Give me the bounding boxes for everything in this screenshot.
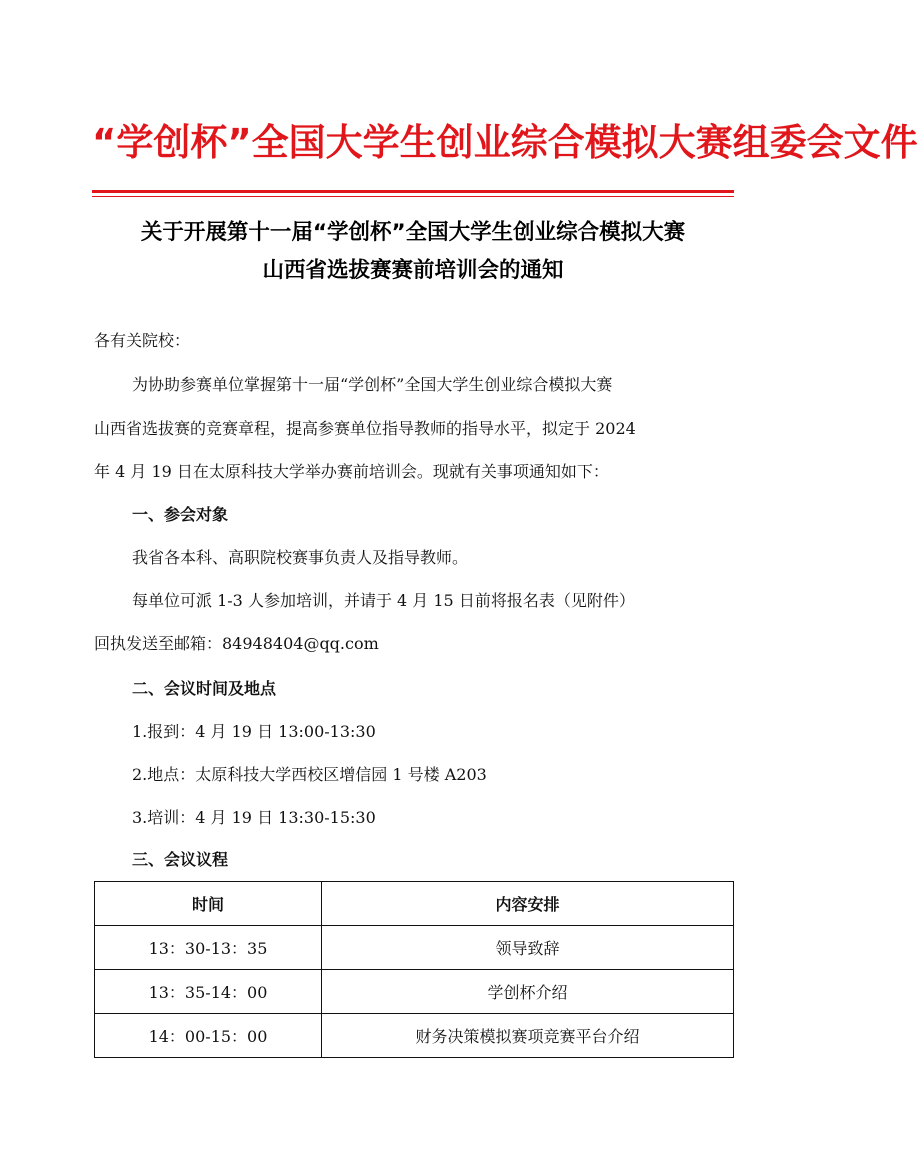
notice-title-line-2: 山西省选拔赛赛前培训会的通知 bbox=[262, 258, 564, 283]
agenda-table-header-row bbox=[95, 882, 734, 926]
agenda-cell-content: 学创杯介绍 bbox=[322, 970, 734, 1014]
agenda-cell-content: 财务决策模拟赛项竞赛平台介绍 bbox=[322, 1014, 734, 1058]
section-1-heading: 一、参会对象 bbox=[132, 505, 229, 524]
agenda-cell-time: 14：00-15：00 bbox=[95, 1014, 322, 1058]
section-2-item-training: 3.培训：4 月 19 日 13:30-15:30 bbox=[132, 808, 376, 827]
intro-line-3: 年 4 月 19 日在太原科技大学举办赛前培训会。现就有关事项通知如下： bbox=[94, 462, 609, 481]
table-row bbox=[95, 926, 734, 970]
agenda-header-content: 内容安排 bbox=[322, 882, 734, 926]
agenda-cell-content: 领导致辞 bbox=[322, 926, 734, 970]
notice-title bbox=[92, 214, 734, 290]
table-row bbox=[95, 1014, 734, 1058]
agenda-cell-time: 13：35-14：00 bbox=[95, 970, 322, 1014]
header-red-rule-thick bbox=[92, 190, 734, 193]
agenda-header-time: 时间 bbox=[95, 882, 322, 926]
document-header-title: “学创杯”全国大学生创业综合模拟大赛组委会文件 bbox=[92, 121, 918, 164]
salutation: 各有关院校： bbox=[94, 331, 191, 350]
section-1-line-2: 每单位可派 1-3 人参加培训，并请于 4 月 15 日前将报名表（见附件） bbox=[132, 591, 635, 610]
section-2-item-checkin: 1.报到：4 月 19 日 13:00-13:30 bbox=[132, 722, 376, 741]
notice-title-line-1: 关于开展第十一届“学创杯”全国大学生创业综合模拟大赛 bbox=[140, 220, 686, 245]
section-2-heading: 二、会议时间及地点 bbox=[132, 679, 277, 698]
section-1-line-1: 我省各本科、高职院校赛事负责人及指导教师。 bbox=[132, 548, 469, 567]
section-2-item-location: 2.地点：太原科技大学西校区增信园 1 号楼 A203 bbox=[132, 765, 487, 784]
section-1-line-3-email: 回执发送至邮箱：84948404@qq.com bbox=[94, 634, 379, 653]
header-red-rule-thin bbox=[92, 196, 734, 197]
intro-line-1: 为协助参赛单位掌握第十一届“学创杯”全国大学生创业综合模拟大赛 bbox=[132, 375, 613, 394]
section-3-heading: 三、会议议程 bbox=[132, 850, 229, 869]
agenda-table bbox=[94, 881, 734, 1058]
table-row bbox=[95, 970, 734, 1014]
intro-line-2: 山西省选拔赛的竞赛章程，提高参赛单位指导教师的指导水平，拟定于 2024 bbox=[94, 419, 636, 438]
agenda-cell-time: 13：30-13：35 bbox=[95, 926, 322, 970]
